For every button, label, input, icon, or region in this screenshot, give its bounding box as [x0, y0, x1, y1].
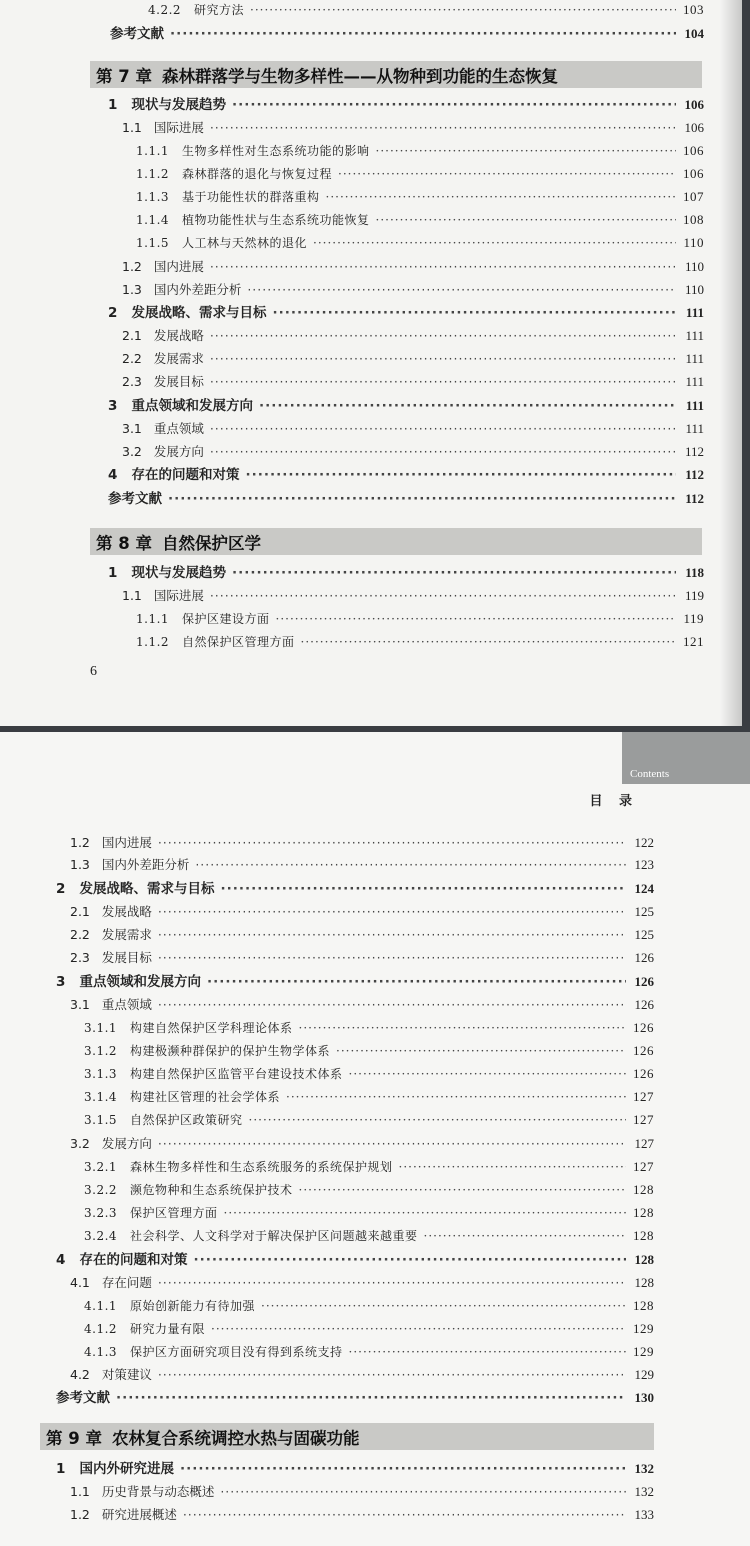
- toc-entry: 1.1.5 人工林与天然林的退化 ····· 110: [136, 235, 704, 251]
- dot-leader: [261, 1298, 626, 1314]
- chapter-number: 第 9 章: [46, 1428, 102, 1448]
- toc-entry: 1 国内外研究进展 ····· 132: [56, 1461, 654, 1477]
- dot-leader: [232, 565, 676, 581]
- chapter-7-header: [90, 61, 702, 88]
- dot-leader: [210, 444, 676, 460]
- toc-entry: 1.1 国际进展 ····· 119: [122, 588, 704, 604]
- dot-leader: [158, 904, 626, 920]
- dot-leader: [424, 1228, 626, 1244]
- chapter-title: 农林复合系统调控水热与固碳功能: [111, 1428, 360, 1448]
- dot-leader: [299, 1182, 626, 1198]
- toc-entry: 1.1.1 保护区建设方面 ····· 119: [136, 611, 704, 627]
- dot-leader: [158, 927, 626, 943]
- dot-leader: [180, 1461, 626, 1477]
- toc-page-left: [0, 0, 742, 726]
- toc-entry: 4.1 存在问题 ····· 128: [70, 1275, 654, 1291]
- toc-entry: 3.1 重点领域 ····· 126: [70, 997, 654, 1013]
- toc-entry: 4 存在的问题和对策 ····· 128: [56, 1252, 654, 1268]
- dot-leader: [336, 1043, 626, 1059]
- entry-title: 研究方法: [194, 3, 245, 17]
- dot-leader: [220, 1484, 626, 1500]
- toc-entry: 3.2.3 保护区管理方面 ····· 128: [84, 1205, 654, 1221]
- dot-leader: [210, 120, 676, 136]
- dot-leader: [249, 1112, 626, 1128]
- dot-leader: [246, 467, 676, 483]
- toc-entry: 3 重点领域和发展方向 ····· 111: [108, 398, 704, 414]
- dot-leader: [183, 1507, 626, 1523]
- toc-entry: 2 发展战略、需求与目标 ····· 111: [108, 305, 704, 321]
- toc-entry: 4.1.3 保护区方面研究项目没有得到系统支持 ····· 129: [84, 1344, 654, 1360]
- toc-entry: 1.1.2 自然保护区管理方面 ····· 121: [136, 634, 704, 650]
- chapter-title: 自然保护区学: [161, 533, 261, 553]
- page-number: 6: [90, 664, 97, 679]
- dot-leader: [210, 588, 676, 604]
- toc-entry: 2.2 发展需求 ····· 111: [122, 351, 704, 367]
- page-heading: 目 录: [589, 794, 638, 809]
- dot-leader: [376, 212, 676, 228]
- entry-number: 4.2.2: [148, 3, 182, 17]
- toc-page-right: [0, 732, 750, 1546]
- toc-entry: 1.2 国内进展 ····· 122: [70, 835, 654, 851]
- dot-leader: [338, 166, 676, 182]
- toc-entry: 3.1.2 构建极濒种群保护的保护生物学体系 ····· 126: [84, 1043, 654, 1059]
- toc-entry: 1.3 国内外差距分析 ····· 110: [122, 282, 704, 298]
- toc-entry-references: 参考文献 ····· 112: [108, 491, 704, 507]
- dot-leader: [210, 351, 676, 367]
- dot-leader: [299, 1020, 626, 1036]
- toc-entry: 1 现状与发展趋势 ····· 106: [108, 97, 704, 113]
- toc-entry: 1.3 国内外差距分析 ····· 123: [70, 857, 654, 873]
- dot-leader: [210, 328, 676, 344]
- toc-entry: 2 发展战略、需求与目标 ····· 124: [56, 881, 654, 897]
- dot-leader: [194, 1252, 626, 1268]
- toc-entry: 2.1 发展战略 ····· 111: [122, 328, 704, 344]
- toc-entry: 1.1 历史背景与动态概述 ····· 132: [70, 1484, 654, 1500]
- dot-leader: [158, 1275, 626, 1291]
- toc-entry: 3 重点领域和发展方向 ····· 126: [56, 974, 654, 990]
- dot-leader: [232, 97, 676, 113]
- toc-entry: 1.1.2 森林群落的退化与恢复过程 ····· 106: [136, 166, 704, 182]
- toc-entry: 3.1.1 构建自然保护区学科理论体系 ····· 126: [84, 1020, 654, 1036]
- toc-entry: 1.1.3 基于功能性状的群落重构 ····· 107: [136, 189, 704, 205]
- dot-leader: [349, 1066, 626, 1082]
- toc-entry: 1 现状与发展趋势 ····· 118: [108, 565, 704, 581]
- dot-leader: [170, 26, 676, 42]
- entry-title: 参考文献: [110, 26, 164, 42]
- toc-entry: 3.2.4 社会科学、人文科学对于解决保护区问题越来越重要 ····· 128: [84, 1228, 654, 1244]
- toc-entry: 3.1.4 构建社区管理的社会学体系 ····· 127: [84, 1089, 654, 1105]
- toc-entry: 3.1.3 构建自然保护区监管平台建设技术体系 ····· 126: [84, 1066, 654, 1082]
- toc-entry: 3.2 发展方向 ····· 112: [122, 444, 704, 460]
- toc-entry: 1.2 国内进展 ····· 110: [122, 259, 704, 275]
- dot-leader: [250, 2, 676, 18]
- dot-leader: [221, 881, 626, 897]
- chapter-9-header: [40, 1423, 654, 1450]
- dot-leader: [116, 1390, 626, 1406]
- toc-entry: 1.1.4 植物功能性状与生态系统功能恢复 ····· 108: [136, 212, 704, 228]
- chapter-number: 第 7 章: [96, 66, 152, 86]
- dot-leader: [376, 143, 676, 159]
- dot-leader: [286, 1089, 626, 1105]
- contents-tab: Contents: [622, 732, 750, 784]
- dot-leader: [313, 235, 676, 251]
- dot-leader: [195, 857, 626, 873]
- page-edge-shadow: [720, 0, 742, 726]
- chapter-number: 第 8 章: [96, 533, 152, 553]
- dot-leader: [207, 974, 626, 990]
- dot-leader: [158, 950, 626, 966]
- toc-entry: 3.1 重点领域 ····· 111: [122, 421, 704, 437]
- toc-entry: 3.2.2 濒危物种和生态系统保护技术 ····· 128: [84, 1182, 654, 1198]
- chapter-title: 森林群落学与生物多样性——从物种到功能的生态恢复: [161, 66, 558, 86]
- dot-leader: [326, 189, 676, 205]
- toc-entry: 3.2 发展方向 ····· 127: [70, 1136, 654, 1152]
- toc-entry: 4.2 对策建议 ····· 129: [70, 1367, 654, 1383]
- dot-leader: [224, 1205, 626, 1221]
- entry-page: 104: [684, 26, 704, 41]
- toc-entry: 1.2 研究进展概述 ····· 133: [70, 1507, 654, 1523]
- dot-leader: [158, 997, 626, 1013]
- toc-entry: 1.1 国际进展 ····· 106: [122, 120, 704, 136]
- dot-leader: [210, 374, 676, 390]
- toc-entry: 3.2.1 森林生物多样性和生态系统服务的系统保护规划 ····· 127: [84, 1159, 654, 1175]
- dot-leader: [301, 634, 676, 650]
- toc-entry: 1.1.1 生物多样性对生态系统功能的影响 ····· 106: [136, 143, 704, 159]
- toc-entry: 3.1.5 自然保护区政策研究 ····· 127: [84, 1112, 654, 1128]
- toc-entry-references: [110, 26, 704, 42]
- dot-leader: [158, 1367, 626, 1383]
- dot-leader: [158, 1136, 626, 1152]
- toc-entry: 4.1.2 研究力量有限 ····· 129: [84, 1321, 654, 1337]
- toc-entry: 2.2 发展需求 ····· 125: [70, 927, 654, 943]
- dot-leader: [210, 421, 676, 437]
- toc-entry: 2.3 发展目标 ····· 111: [122, 374, 704, 390]
- dot-leader: [168, 491, 676, 507]
- dot-leader: [158, 835, 626, 851]
- chapter-8-header: [90, 528, 702, 555]
- dot-leader: [399, 1159, 626, 1175]
- toc-entry: [148, 2, 704, 18]
- dot-leader: [247, 282, 676, 298]
- toc-entry: 2.1 发展战略 ····· 125: [70, 904, 654, 920]
- dot-leader: [349, 1344, 626, 1360]
- toc-entry: 2.3 发展目标 ····· 126: [70, 950, 654, 966]
- dot-leader: [273, 305, 676, 321]
- dot-leader: [211, 1321, 626, 1337]
- toc-entry-references: 参考文献 ····· 130: [56, 1390, 654, 1406]
- toc-entry: 4.1.1 原始创新能力有待加强 ····· 128: [84, 1298, 654, 1314]
- toc-entry: 4 存在的问题和对策 ····· 112: [108, 467, 704, 483]
- dot-leader: [210, 259, 676, 275]
- entry-page: 103: [683, 2, 704, 17]
- dot-leader: [259, 398, 676, 414]
- dot-leader: [276, 611, 676, 627]
